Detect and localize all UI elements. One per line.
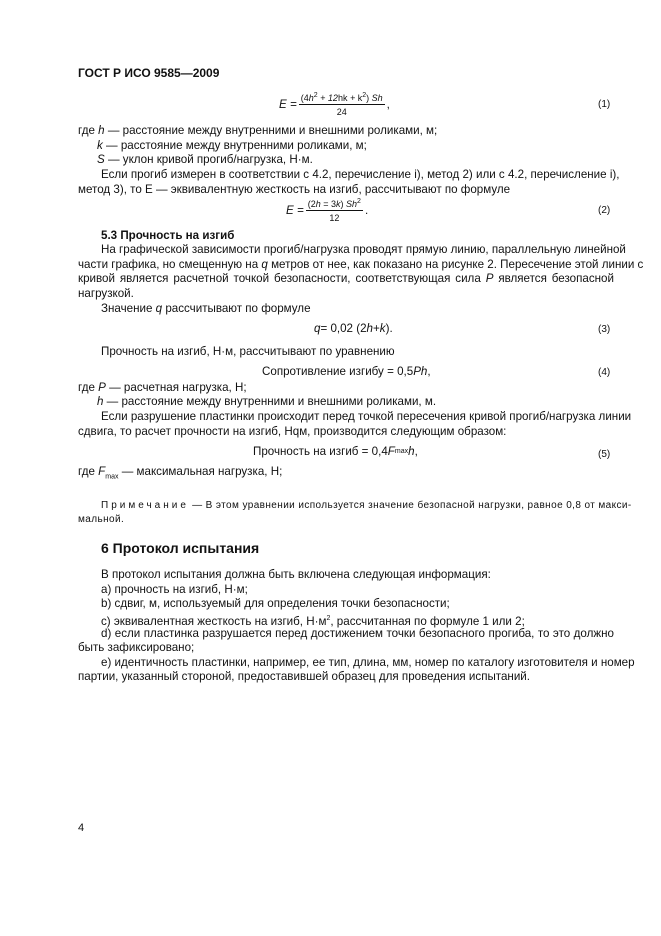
variable: Sh [346,199,358,209]
variable: k [379,322,386,335]
text: рассчитывают по формуле [162,302,311,315]
text: где [78,465,99,478]
eq-punct: , [414,445,418,458]
equation-2 [286,198,368,223]
equation-3 [314,322,393,335]
superscript: 2 [326,615,331,622]
text: hk [337,93,348,103]
where-k [97,139,633,153]
variable: P [485,272,494,285]
text: — уклон кривой прогиб/нагрузка, Н·м. [104,153,313,166]
variable: k [336,199,341,209]
superscript: 2 [357,198,361,205]
text: = 3 [320,199,337,209]
equation-4 [262,365,431,378]
text: — расстояние между внутренними и внешними роликами, м. [103,395,437,408]
variable: h [308,93,314,103]
where-s [97,153,633,167]
note-line: мальной. [78,514,125,525]
paragraph-line: метод 3), то Е — эквивалентную жесткость на изгиб, рассчитывают по формуле [78,183,511,196]
variable: h [315,199,321,209]
variable: q [314,322,321,335]
paragraph-line: сдвига, то расчет прочности на изгиб, Нqм, производится следующим образом: [78,425,507,438]
variable: + 12 [317,93,338,103]
variable: S [97,153,105,166]
eq-punct: . [364,204,369,217]
protocol-item-e-cont: партии, указанный стороной, предоставившей образец для проведения испытаний. [78,670,531,683]
eq-punct: , [386,98,390,111]
protocol-item-e: e) идентичность пластинки, например, ее тип, длина, мм, номер по каталогу изготовителя и номер [101,656,635,669]
text: — максимальная нагрузка, Н; [118,465,283,478]
text: ). [385,322,393,335]
text: + [373,322,380,335]
protocol-intro: В протокол испытания должна быть включена следующая информация: [101,568,491,581]
text: где [78,381,99,394]
text: k [357,93,363,103]
subscript: max [105,473,119,481]
eq-var: F [387,445,395,458]
note-label: Примечание [101,500,189,511]
variable: Ph [413,365,428,378]
protocol-item-a: a) прочность на изгиб, Н·м; [101,583,248,596]
paragraph-line [78,287,614,301]
paragraph-line: Прочность на изгиб, Н·м, рассчитывают по уравнению [101,345,395,358]
equation-number: (1) [598,99,611,110]
text: Сопротивление изгибу = 0,5 [262,365,414,378]
var: F [98,465,106,478]
eq-numerator [299,92,385,105]
equation-number: (2) [598,205,611,216]
page-number: 4 [78,822,85,834]
eq-denominator: 24 [336,107,347,117]
protocol-item-b: b) сдвиг, м, используемый для определения точки безопасности; [101,597,450,610]
equation-number: (4) [598,367,611,378]
eq-var: h [408,445,415,458]
text: , [427,365,431,378]
eq-lhs: E = [279,98,297,111]
text: Значение [101,302,156,315]
superscript: 2 [362,92,367,99]
paragraph-line [78,272,614,286]
equation-number: (5) [598,449,611,460]
variable: h [366,322,373,335]
note-line [101,499,632,513]
variable: P [98,381,106,394]
text: где [78,124,99,137]
text: На графической зависимости прогиб/нагрузка проводят прямую линию, параллельную линейной [101,243,626,256]
text: — расстояние между внутренними роликами, м; [102,139,367,152]
note-text: — В этом уравнении используется значение безопасной нагрузки, равное 0,8 от макси- [188,500,632,511]
eq-subscript: max [394,448,409,455]
superscript: 2 [313,92,318,99]
paragraph-line [101,243,626,257]
where-p [78,381,614,395]
equation-1 [279,92,390,117]
text: , рассчитанная по формуле 1 или 2; [330,614,525,628]
eq-denominator: 12 [329,213,340,223]
where-h [78,124,614,138]
text: (4 [300,93,309,103]
text: — расстояние между внутренними и внешними роликами, м; [104,124,438,137]
text: (2 [307,199,316,209]
variable: q [155,302,163,315]
paragraph-line [78,258,644,272]
section-6-heading: 6 Протокол испытания [101,540,260,556]
paragraph-line [101,302,614,316]
text: нагрузкой. [78,287,134,300]
variable: k [97,139,103,152]
text: ) [340,199,347,209]
text: является безопасной [493,272,614,285]
equation-number: (3) [598,324,611,335]
text: части графика, но смещенную на [78,258,262,271]
protocol-item-d-cont: быть зафиксировано; [78,641,195,654]
eq-text: Прочность на изгиб = 0,4 [253,445,388,458]
text: кривой является расчетной точкой безопасности, соответствующая сила [78,272,486,285]
equation-5 [253,445,418,458]
text: c) эквивалентная жесткость на изгиб, Н·м [101,614,327,628]
variable: + [347,93,358,103]
protocol-item-d: d) если пластинка разрушается перед достижением точки безопасного прогиба, то это должно [101,627,614,640]
where-fmax [78,465,614,484]
eq-numerator [306,198,363,211]
text: ) [366,93,372,103]
text: метров от нее, как показано на рисунке 2. Пересечение этой линии с [267,258,644,271]
eq-lhs: E = [286,204,304,217]
text: — расчетная нагрузка, Н; [105,381,247,394]
document-header: ГОСТ Р ИСО 9585—2009 [78,66,220,80]
variable: q [261,258,268,271]
variable: Sh [371,93,383,103]
variable: h [97,395,104,408]
paragraph-line: Если прогиб измерен в соответствии с 4.2, перечисление i), метод 2) или с 4.2, перечисление i), [101,168,620,181]
variable: h [98,124,105,137]
where-h [97,395,633,409]
paragraph-line: Если разрушение пластинки происходит перед точкой пересечения кривой прогиб/нагрузка линии [101,410,632,423]
text: = 0,02 (2 [320,322,367,335]
section-5-3-heading: 5.3 Прочность на изгиб [101,229,235,242]
